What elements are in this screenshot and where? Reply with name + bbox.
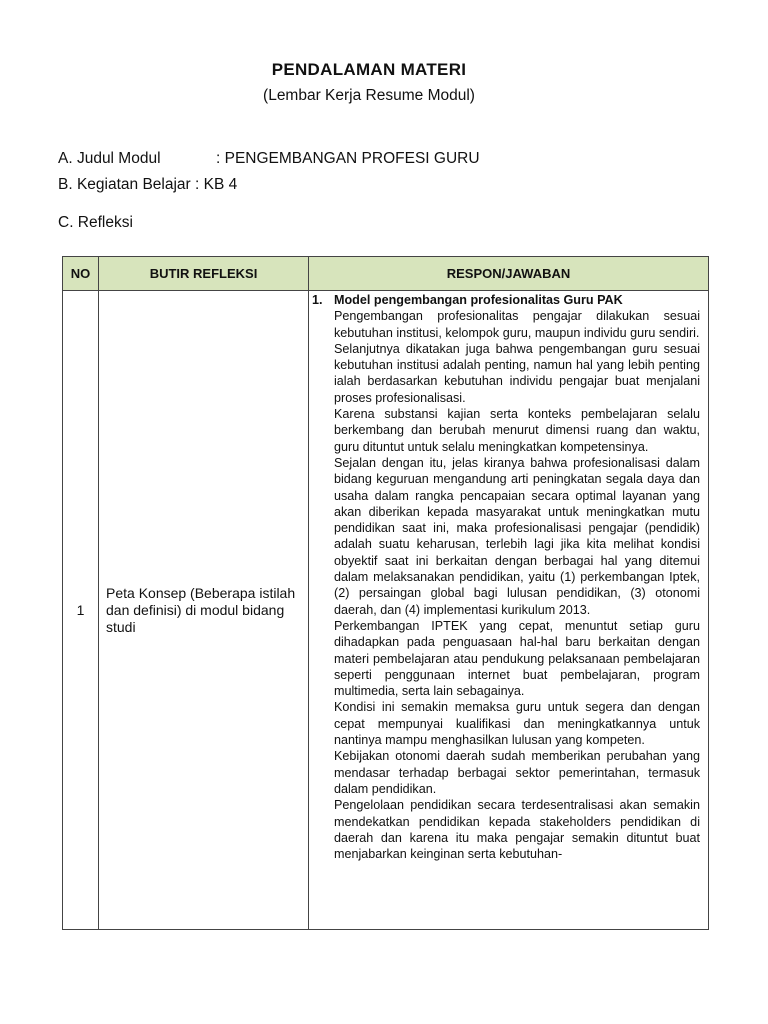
response-content (312, 292, 700, 928)
response-paragraph: Pengembangan profesionalitas pengajar dilakukan sesuai kebutuhan institusi, kelompok guru, maupun individu guru sendiri. (334, 309, 700, 340)
table-row (63, 291, 709, 930)
point-heading (312, 292, 700, 308)
reflection-heading: C. Refleksi (58, 214, 133, 231)
response-paragraph: Selanjutnya dikatakan juga bahwa pengembangan guru sesuai kebutuhan institusi adalah penting, namun hal yang lebih penting ialah berdasarkan kebutuhan individu pengajar buat menjalani proses profesionalisasi. (334, 341, 700, 405)
row-number: 1 (63, 291, 99, 930)
point-title: Model pengembangan profesionalitas Guru PAK (334, 293, 623, 307)
response-paragraph: Perkembangan IPTEK yang cepat, menuntut setiap guru dihadapkan pada penguasaan hal-hal baru berkaitan dengan materi pembelajaran atau pendukung pelaksanaan pembelajaran seperti penggunaan internet buat pembelajaran, program multimedia, serta lain sebagainya. (334, 618, 700, 699)
module-title-row (58, 150, 480, 168)
table-header-row (63, 257, 709, 291)
learning-activity-value: : KB 4 (190, 176, 238, 193)
point-number: 1. (312, 293, 323, 307)
header-butir-refleksi: BUTIR REFLEKSI (99, 257, 309, 291)
response-paragraph: Sejalan dengan itu, jelas kiranya bahwa profesionalisasi dalam bidang keguruan mengandung arti peningkatan segala daya dan usaha dalam rangka pencapaian secara optimal layanan yang akan diberikan kepada masyarakat untuk meningkatkan mutu pendidikan saat ini, maka profesionalisasi pengajar (pendidik) adalah suatu keharusan, terlebih lagi jika kita melihat kondisi obyektif saat ini berkaitan dengan berbagai hal yang ditemui dalam melaksanakan pendidikan, yaitu (1) perkembangan Iptek, (2) persaingan global bagi lulusan pendidikan, (3) otonomi daerah, dan (4) implementasi kurikulum 2013. (334, 455, 700, 617)
module-title-label: A. Judul Modul (58, 150, 161, 167)
response-paragraph: Karena substansi kajian serta konteks pembelajaran selalu berkembang dan berubah menurut dimensi ruang dan waktu, guru dituntut untuk selalu meningkatkan kompetensinya. (334, 407, 700, 454)
header-no: NO (63, 257, 99, 291)
reflection-table (62, 256, 709, 930)
learning-activity-row (58, 176, 237, 194)
learning-activity-label: B. Kegiatan Belajar (58, 176, 191, 193)
response-paragraph: Pengelolaan pendidikan secara terdesentralisasi akan semakin mendekatkan pendidikan kepada stakeholders pendidikan di daerah dan karena itu maka pengajar semakin dituntut buat menjabarkan keinginan serta kebutuhan- (334, 798, 700, 862)
response-cell (309, 291, 709, 930)
document-title: PENDALAMAN MATERI (271, 60, 467, 79)
response-paragraph: Kebijakan otonomi daerah sudah memberikan perubahan yang mendasar terhadap berbagai sektor pemerintahan, termasuk dalam pendidikan. (334, 749, 700, 796)
document-subtitle: (Lembar Kerja Resume Modul) (263, 87, 475, 104)
response-paragraph: Kondisi ini semakin memaksa guru untuk segera dan dengan cepat mempunyai kualifikasi dan meningkatkannya untuk nantinya mampu menghasilkan lulusan yang kompeten. (334, 700, 700, 748)
reflection-item: Peta Konsep (Beberapa istilah dan definisi) di modul bidang studi (99, 291, 309, 930)
header-respon-jawaban: RESPON/JAWABAN (309, 257, 709, 291)
module-title-value: : PENGEMBANGAN PROFESI GURU (216, 150, 480, 167)
